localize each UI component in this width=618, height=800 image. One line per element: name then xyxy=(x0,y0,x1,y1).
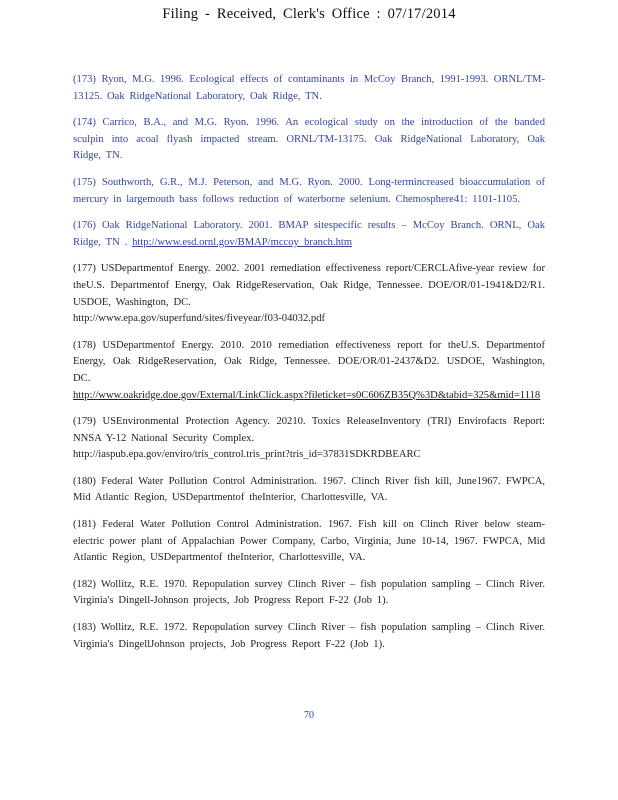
reference-link[interactable]: http://www.epa.gov/superfund/sites/fiveyear/f03-04032.pdf xyxy=(73,313,326,325)
reference-176 xyxy=(73,218,545,251)
reference-178 xyxy=(73,338,545,404)
reference-181 xyxy=(73,517,545,567)
reference-174 xyxy=(73,115,545,165)
reference-text: (179) USEnvironmental Protection Agency. 20210. Toxics ReleaseInventory (TRI) Envirofacts Report: NNSA Y-12 National Security Complex. xyxy=(73,416,545,444)
reference-175 xyxy=(73,175,545,208)
reference-183 xyxy=(73,620,545,653)
reference-link[interactable]: http://www.oakridge.doe.gov/External/LinkClick.aspx?fileticket=s0C606ZB35Q%3D&tabid=325&mid=1118 xyxy=(73,389,541,401)
reference-173 xyxy=(73,72,545,105)
reference-text: (178) USDepartmentof Energy. 2010. 2010 remediation effectiveness report for theU.S. Departmentof Energy, Oak RidgeReservation, Oak Ridge, Tennessee. DOE/OR/01-2437&D2. USDOE, Washington, DC. xyxy=(73,339,545,384)
reference-text: (180) Federal Water Pollution Control Administration. 1967. Clinch River fish kill, June1967. FWPCA, Mid Atlantic Region, USDepartmentof theInterior, Charlottesville, VA. xyxy=(73,475,545,504)
reference-179 xyxy=(73,414,545,464)
reference-link[interactable]: http://iaspub.epa.gov/enviro/tris_control.tris_print?tris_id=37831SDKRDBEARC xyxy=(73,449,421,461)
reference-text: (177) USDepartmentof Energy. 2002. 2001 remediation effectiveness report/CERCLAfive-year review for theU.S. Departmentof Energy, Oak RidgeReservation, Oak Ridge, Tennessee. DOE/OR/01-1941&D2/R1. USDOE, Washington, DC. xyxy=(73,263,545,308)
reference-text: (174) Carrico, B.A., and M.G. Ryon. 1996. An ecological study on the introduction of the banded sculpin into acoal flyash impacted stream. ORNL/TM-13175. Oak RidgeNational Laboratory, Oak Ridge, TN. xyxy=(73,117,545,162)
reference-text: (183) Wollitz, R.E. 1972. Repopulation survey Clinch River – fish population sampling – Clinch River. Virginia's DingellJohnson projects, Job Progress Report F-22 (Job 1). xyxy=(73,622,545,650)
reference-text: (182) Wollitz, R.E. 1970. Repopulation survey Clinch River – fish population sampling – Clinch River. Virginia's Dingell-Johnson projects, Job Progress Report F-22 (Job 1). xyxy=(73,578,545,607)
reference-180 xyxy=(73,474,545,507)
reference-182 xyxy=(73,577,545,610)
reference-text: (181) Federal Water Pollution Control Administration. 1967. Fish kill on Clinch River below steam-electric power plant of Appalachian Power Company, Carbo, Virginia, June 10-14, 1967. FWPCA, Mid Atlantic Region, USDepartmentof theInterior, Charlottesville, VA. xyxy=(73,519,545,564)
reference-text: (176) Oak RidgeNational Laboratory. 2001. BMAP sitespecific results – McCoy Branch. ORNL, Oak Ridge, TN . xyxy=(73,220,545,248)
reference-177 xyxy=(73,261,545,327)
page-number: 70 xyxy=(304,710,314,721)
reference-text: (175) Southworth, G.R., M.J. Peterson, and M.G. Ryon. 2000. Long-termincreased bioaccumulation of mercury in largemouth bass follows reduction of waterborne selenium. Chemosphere41: 1101-1105. xyxy=(73,176,545,205)
reference-list xyxy=(73,72,545,663)
filing-header: Filing - Received, Clerk's Office : 07/17/2014 xyxy=(162,6,456,22)
reference-link[interactable]: http://www.esd.ornl.gov/BMAP/mccoy_branch.htm xyxy=(132,236,353,248)
reference-text: (173) Ryon, M.G. 1996. Ecological effects of contaminants in McCoy Branch, 1991-1993. ORNL/TM-13125. Oak RidgeNational Laboratory, Oak Ridge, TN. xyxy=(73,74,545,102)
